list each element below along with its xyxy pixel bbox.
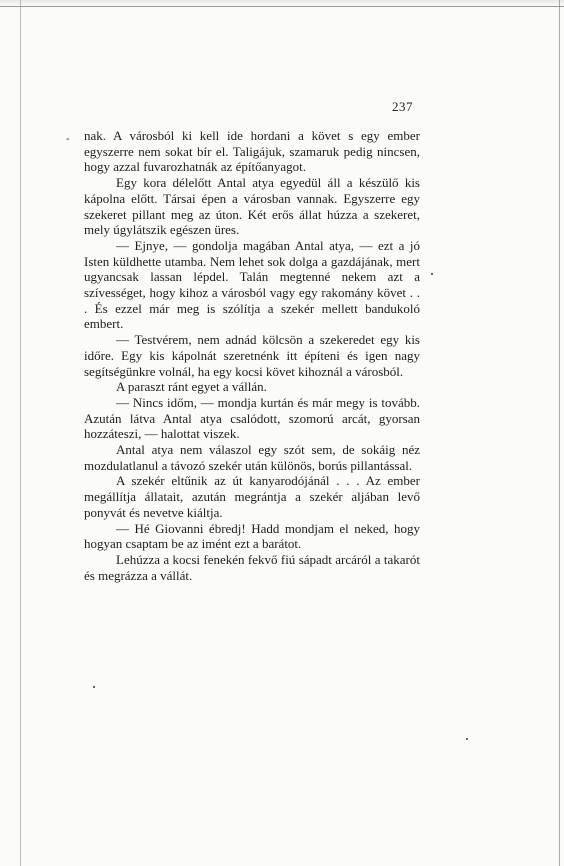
ink-speck bbox=[93, 686, 95, 688]
margin-dash-mark: - bbox=[66, 133, 70, 145]
paragraph: Egy kora délelőtt Antal atya egyedül áll a készülő kis kápolna előtt. Társai épen a városban vannak. Egyszerre egy szekeret pillant meg az úton. Két erős állat húzza a szekeret, mely úgylátszik egészen üres. bbox=[84, 175, 420, 238]
paragraph: Antal atya nem válaszol egy szót sem, de sokáig néz mozdulatlanul a távozó szekér után különös, borús pillantással. bbox=[84, 442, 420, 473]
scan-right-edge bbox=[559, 0, 560, 866]
scan-left-edge bbox=[20, 0, 21, 866]
ink-speck bbox=[431, 273, 433, 275]
paragraph: — Hé Giovanni ébredj! Hadd mondjam el neked, hogy hogyan csaptam be az imént ezt a barátot. bbox=[84, 520, 420, 552]
paragraph: — Nincs időm, — mondja kurtán és már megy is tovább. Azután látva Antal atya csalódott, szomorú arcát, gyorsan hozzáteszi, — halottat viszek. bbox=[84, 394, 420, 442]
paragraph: nak. A városból ki kell ide hordani a követ s egy ember egyszerre nem sokat bír el. Taligájuk, szamaruk pedig nincsen, hogy azzal fuvarozhatnák az építőanyagot. bbox=[84, 128, 420, 175]
scan-top-edge bbox=[0, 0, 564, 7]
page-number: 237 bbox=[392, 99, 413, 114]
paragraph: — Testvérem, nem adnád kölcsön a szekeredet egy kis időre. Egy kis kápolnát szeretnénk itt építeni és igen nagy segítségünkre volnál, ha egy kocsi követ kihoznál a városból. bbox=[84, 332, 420, 379]
ink-speck bbox=[466, 738, 468, 740]
paragraph: A szekér eltűnik az út kanyarodójánál . . . Az ember megállítja állatait, azután megrántja a szekér aljában levő ponyvát és nevetve kiáltja. bbox=[84, 473, 420, 520]
paragraph: Lehúzza a kocsi fenekén fekvő fiú sápadt arcáról a takarót és megrázza a vállát. bbox=[84, 551, 420, 583]
paragraph: A paraszt ránt egyet a vállán. bbox=[116, 379, 267, 395]
paragraph: — Ejnye, — gondolja magában Antal atya, — ezt a jó Isten küldhette utamba. Nem lehet sok dolga a gazdájának, mert ugyancsak lassan lépdel. Talán megtenné nekem azt a szívességet, hogy kihoz a városból vagy egy rakomány követ . . . És ezzel már meg is szólítja a szekér mellett bandukoló embert. bbox=[84, 237, 420, 332]
body-text bbox=[84, 128, 420, 583]
